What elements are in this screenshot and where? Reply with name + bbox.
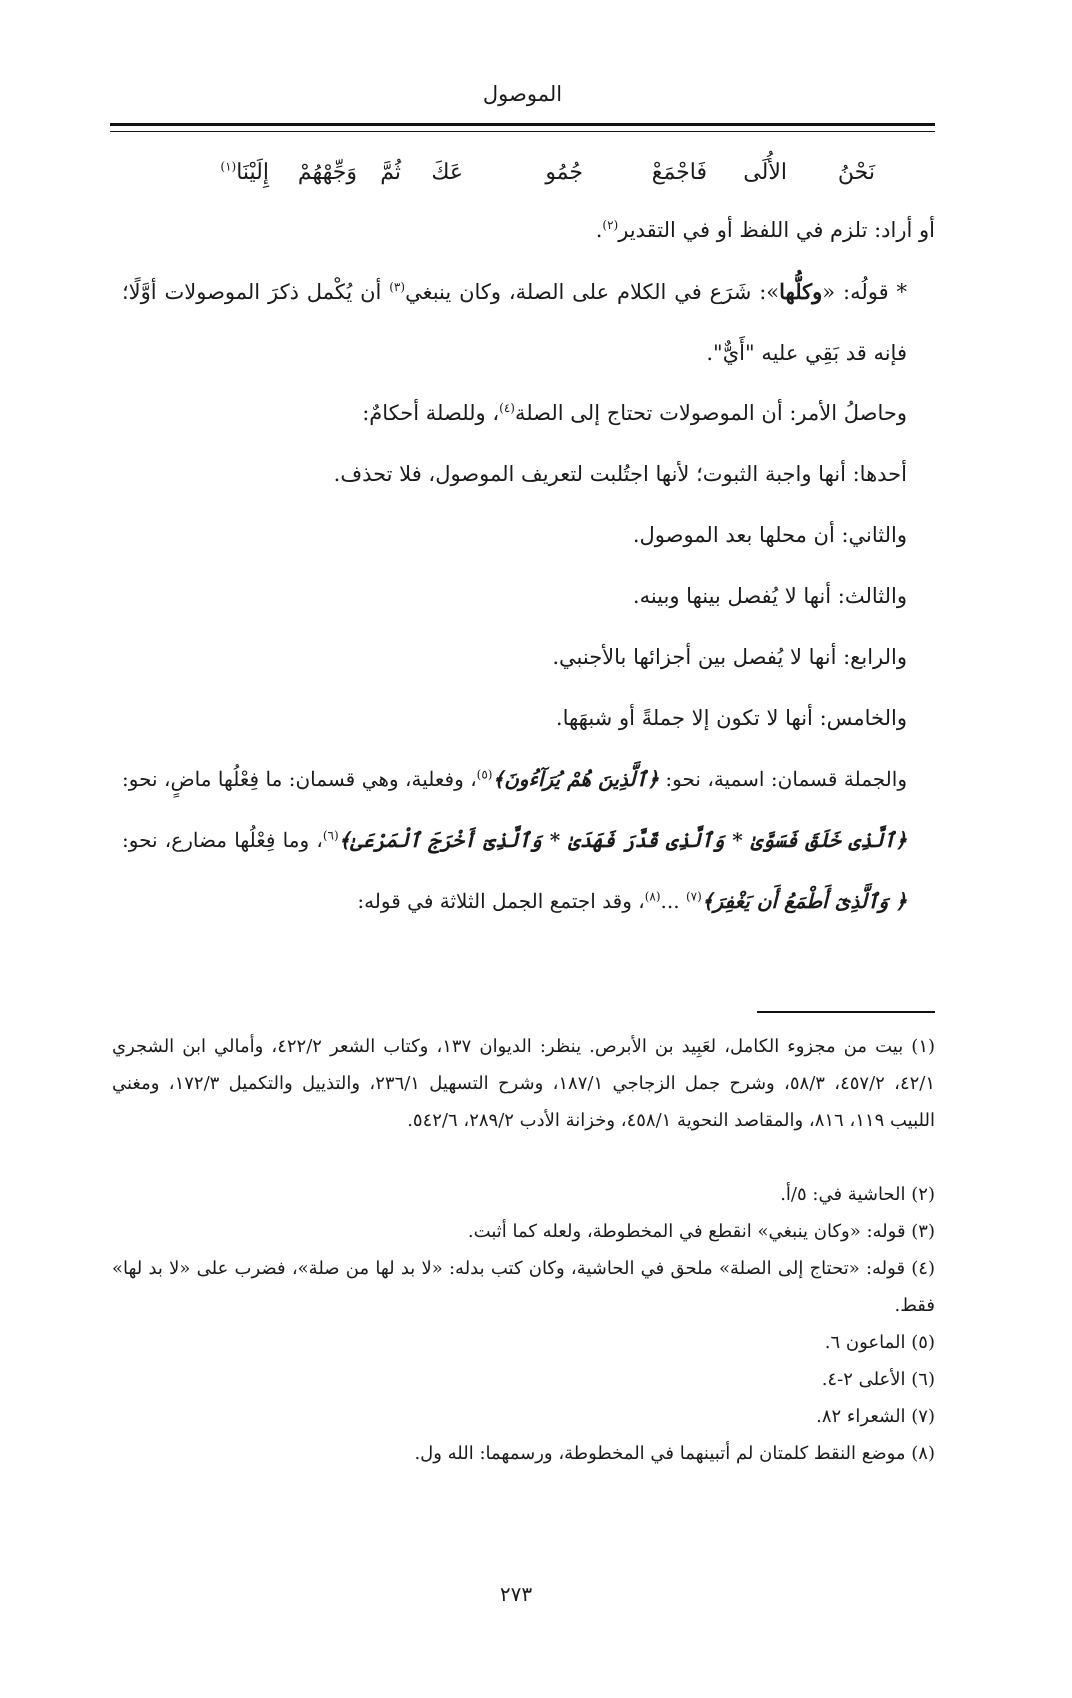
header-rule-thin (110, 131, 935, 132)
poetry-verse (175, 160, 875, 200)
verse-word: الأُلَى (743, 160, 787, 185)
quran-quote: ﴿ٱلَّذِى خَلَقَ فَسَوَّىٰ * وَٱلَّذِى قَدَّرَ فَهَدَىٰ * وَٱلَّذِىٓ أَخْرَجَ ٱلْمَرْعَىٰ﴾ (338, 828, 907, 852)
paragraph: والجملة قسمان: اسمية، نحو: ﴿ٱلَّذِينَ هُمْ يُرَآءُونَ﴾$^{(٥)}$، وفعلية، وهي قسمان: ما فِعْلُها ماضٍ، نحو: ﴿ٱلَّذِى خَلَقَ فَسَوَّىٰ * وَٱلَّذِى قَدَّرَ فَهَدَىٰ * وَٱلَّذِىٓ أَخْرَجَ ٱلْمَرْعَىٰ﴾$^{(٦)}$، وما فِعْلُها مضارع، نحو: ﴿ وَٱلَّذِىٓ أَطْمَعُ أَن يَغْفِرَ﴾$^{(٧)}$ ...$^{(٨)}$، وقد اجتمع الجمل الثلاثة في قوله: (122, 767, 907, 913)
footnote: (٦) الأعلى ٢-٤. (821, 1369, 935, 1390)
paragraph: * قولُه: «وكلُّها»: شَرَع في الكلام على الصلة، وكان ينبغي$^{(٣)}$ أن يُكْمل ذكرَ الموصولات أوَّلًا؛ فإنه قد بَقِي عليه "أَيٌّ". (122, 279, 907, 365)
paragraph: أحدها: أنها واجبة الثبوت؛ لأنها اجتُلبت لتعريف الموصول، فلا تحذف. (333, 462, 907, 486)
verse-word: إِلَيْنَا$^{(١)}$ (220, 159, 269, 185)
footnote: (٣) قوله: «وكان ينبغي» انقطع في المخطوطة، ولعله كما أثبت. (467, 1221, 935, 1242)
footnote-ref: (٥) (476, 767, 493, 782)
footnote-ref: (٤) (499, 401, 515, 415)
footnote: (٤) قوله: «تحتاج إلى الصلة» ملحق في الحاشية، وكان كتب بدله: «لا بد لها من صلة»، فضرب على «لا بد لها» فقط. (112, 1258, 935, 1316)
page-number: ٢٧٣ (499, 1582, 533, 1606)
paragraph: والثالث: أنها لا يُفصل بينها وبينه. (632, 584, 907, 608)
verse-word: نَحْنُ (837, 160, 875, 185)
paragraph: والخامس: أنها لا تكون إلا جملةً أو شبهَها. (555, 706, 907, 730)
footnote: (٥) الماعون ٦. (824, 1332, 935, 1353)
verse-word: فَاجْمَعْ (651, 160, 707, 185)
footnote-ref: (٨) (644, 889, 661, 904)
paragraph: والثاني: أن محلها بعد الموصول. (632, 523, 907, 547)
footnote-ref: (٢) (602, 218, 619, 232)
paragraph: وحاصلُ الأمر: أن الموصولات تحتاج إلى الصلة$^{(٤)}$، وللصلة أحكامٌ: (362, 401, 907, 425)
running-head: الموصول (482, 82, 563, 106)
verse-word: ثُمَّ (380, 160, 401, 185)
footnote-ref: (١) (220, 159, 237, 174)
footnote: (١) بيت من مجزوء الكامل، لعَبِيد بن الأبرص. ينظر: الديوان ١٣٧، وكتاب الشعر ٤٢٢/٢، وأمالي ابن الشجري ٤٢/١، ٤٥٧/٢، ٥٨/٣، وشرح جمل الزجاجي ١٨٧/١، وشرح التسهيل ٢٣٦/١، والتذييل والتكميل ١٧٢/٣، ومغني اللبيب ١١٩، ٨١٦، والمقاصد النحوية ٤٥٨/١، وخزانة الأدب ٢٨٩/٢، ٥٤٢/٦. (112, 1036, 936, 1131)
footnote-ref: (٦) (322, 828, 339, 843)
footnote-separator (757, 1011, 935, 1013)
footnote-ref: (٧) (685, 889, 702, 904)
paragraph: والرابع: أنها لا يُفصل بين أجزائها بالأجنبي. (552, 645, 907, 669)
verse-word: عَكَ (431, 160, 463, 185)
footnote: (٨) موضع النقط كلمتان لم أتبينهما في المخطوطة، ورسمهما: الله ول. (414, 1443, 935, 1464)
verse-word: وَجِّهْهُمْ (297, 160, 357, 185)
quran-quote: ﴿ وَٱلَّذِىٓ أَطْمَعُ أَن يَغْفِرَ﴾ (701, 889, 907, 913)
paragraph: أو أراد: تلزم في اللفظ أو في التقدير$^{(٢)}$. (595, 218, 935, 242)
quran-quote: ﴿ٱلَّذِينَ هُمْ يُرَآءُونَ﴾ (492, 767, 659, 791)
verse-word: جُمُو (545, 160, 583, 185)
keyword: وكلُّها (779, 279, 823, 304)
footnote: (٢) الحاشية في: ٥/أ. (780, 1184, 935, 1205)
footnote-ref: (٣) (389, 280, 406, 294)
header-rule-thick (110, 123, 935, 126)
footnote: (٧) الشعراء ٨٢. (816, 1406, 935, 1427)
